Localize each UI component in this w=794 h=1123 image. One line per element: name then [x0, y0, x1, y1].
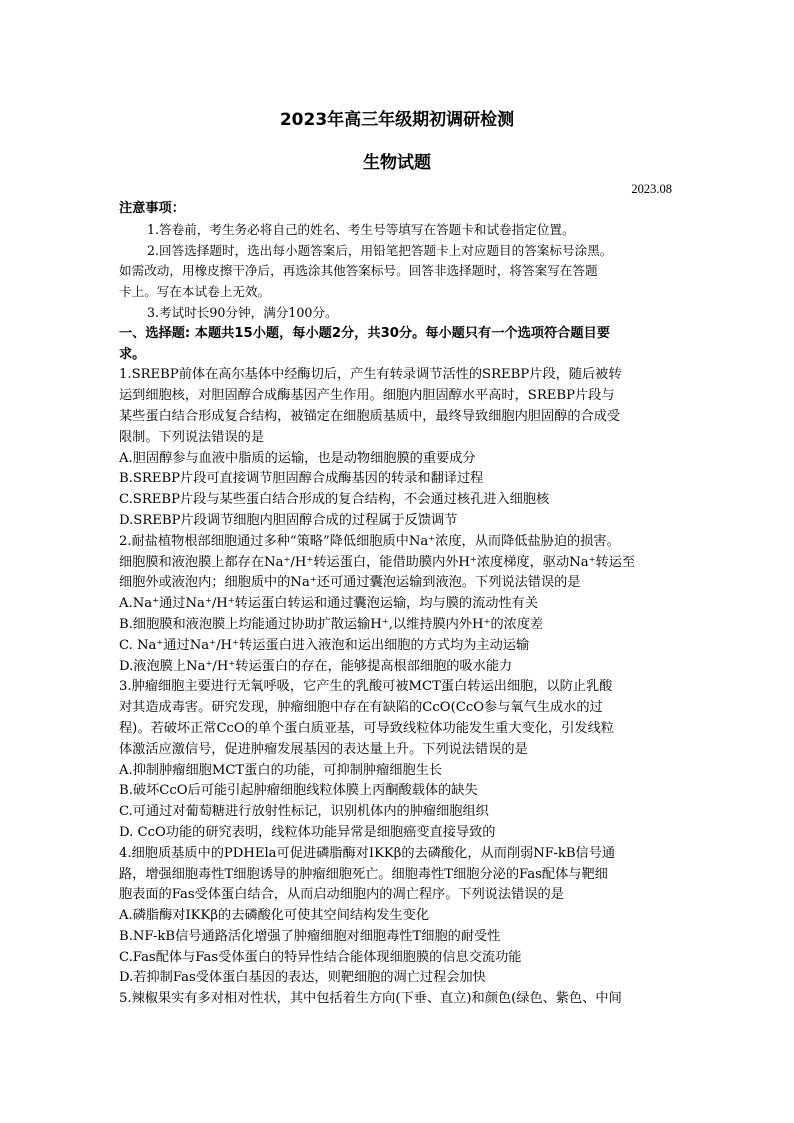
question-stem-line: 细胞外或液泡内；细胞质中的Na⁺还可通过囊泡运输到液泡。下列说法错误的是: [119, 575, 581, 591]
question-stem-line: 限制。下列说法错误的是: [119, 429, 265, 445]
exam-date: 2023.08: [631, 182, 672, 196]
option-b: B.SREBP片段可直接调节胆固醇合成酶基因的转录和翻译过程: [119, 471, 484, 487]
option-d: D.SREBP片段调节细胞内胆固醇合成的过程属于反馈调节: [119, 512, 458, 528]
option-b: B.破坏CcO后可能引起肿瘤细胞线粒体膜上丙酮酸载体的缺失: [119, 783, 478, 799]
option-a: A.抑制肿瘤细胞MCT蛋白的功能，可抑制肿瘤细胞生长: [119, 762, 443, 778]
question-5: [119, 989, 675, 1010]
notice-line: 如需改动，用橡皮擦干净后，再选涂其他答案标号。回答非选择题时，将答案写在答题: [119, 263, 598, 279]
option-d: D.若抑制Fas受体蛋白基因的表达，则靶细胞的凋亡过程会加快: [119, 970, 486, 986]
question-stem-line: 路，增强细胞毒性T细胞诱导的肿瘤细胞死亡。细胞毒性T细胞分泌的Fas配体与靶细: [119, 866, 608, 882]
question-1: [119, 365, 675, 531]
question-stem-line: 运到细胞核，对胆固醇合成酶基因产生作用。细胞内胆固醇水平高时，SREBP片段与: [119, 388, 615, 404]
option-c: C.Fas配体与Fas受体蛋白的特异性结合能体现细胞膜的信息交流功能: [119, 949, 522, 965]
notice-line: 1.答卷前，考生务必将自己的姓名、考生号等填写在答题卡和试卷指定位置。: [147, 221, 575, 237]
page-title: 2023年高三年级期初调研检测: [279, 110, 515, 130]
question-stem-line: 胞表面的Fas受体蛋白结合，从而启动细胞内的凋亡程序。下列说法错误的是: [119, 887, 564, 903]
option-c: C.可通过对葡萄糖进行放射性标记，识别机体内的肿瘤细胞组织: [119, 804, 489, 820]
option-a: A.磷脂酶对IKKβ的去磷酸化可使其空间结构发生变化: [119, 908, 430, 924]
option-a: A.胆固醇参与血液中脂质的运输，也是动物细胞膜的重要成分: [119, 450, 476, 466]
question-stem-line: 3.肿瘤细胞主要进行无氧呼吸，它产生的乳酸可被MCT蛋白转运出细胞，以防止乳酸: [119, 679, 613, 695]
question-4: [119, 844, 675, 990]
question-stem-line: 体激活应激信号，促进肿瘤发展基因的表达量上升。下列说法错误的是: [119, 741, 528, 757]
notice-line: 2.回答选择题时，选出每小题答案后，用铅笔把答题卡上对应题目的答案标号涂黑。: [147, 242, 613, 258]
option-a: A.Na⁺通过Na⁺/H⁺转运蛋白转运和通过囊泡运输，均与膜的流动性有关: [119, 596, 539, 612]
question-stem-line: 某些蛋白结合形成复合结构，被锚定在细胞质基质中，最终导致细胞内胆固醇的合成受: [119, 408, 621, 424]
notice-line: 3.考试时长90分钟，满分100分。: [147, 304, 338, 320]
option-b: B.NF-kB信号通路活化增强了肿瘤细胞对细胞毒性T细胞的耐受性: [119, 928, 501, 944]
question-stem-line: 1.SREBP前体在高尔基体中经酶切后，产生有转录调节活性的SREBP片段，随后被转: [119, 367, 622, 383]
option-b: B.细胞膜和液泡膜上均能通过协助扩散运输H⁺,以维持膜内外H⁺的浓度差: [119, 616, 544, 632]
question-2: [119, 532, 675, 678]
question-stem-line: 5.辣椒果实有多对相对性状，其中包括着生方向(下垂、直立)和颜色(绿色、紫色、中间: [119, 991, 622, 1007]
exam-content: [119, 199, 675, 1010]
question-3: [119, 677, 675, 843]
page-subtitle: 生物试题: [363, 153, 431, 173]
option-d: D. CcO功能的研究表明，线粒体功能异常是细胞癌变直接导致的: [119, 824, 496, 840]
section-heading: 求。: [119, 346, 146, 362]
notice-heading: 注意事项：: [119, 201, 185, 216]
question-stem-line: 2.耐盐植物根部细胞通过多种“策略”降低细胞质中Na⁺浓度，从而降低盐胁迫的损害。: [119, 533, 620, 549]
question-stem-line: 程)。若破坏正常CcO的单个蛋白质亚基，可导致线粒体功能发生重大变化，引发线粒: [119, 720, 614, 736]
option-d: D.液泡膜上Na⁺/H⁺转运蛋白的存在，能够提高根部细胞的吸水能力: [119, 658, 513, 674]
option-c: C.SREBP片段与某些蛋白结合形成的复合结构，不会通过核孔进入细胞核: [119, 492, 550, 508]
option-c: C. Na⁺通过Na⁺/H⁺转运蛋白进入液泡和运出细胞的方式均为主动运输: [119, 637, 530, 653]
question-stem-line: 细胞膜和液泡膜上都存在Na⁺/H⁺转运蛋白，能借助膜内外H⁺浓度梯度，驱动Na⁺转运至: [119, 554, 636, 570]
section-heading: 一、选择题: 本题共15小题，每小题2分，共30分。每小题只有一个选项符合题目要: [119, 325, 610, 341]
question-stem-line: 对其造成毒害。研究发现，肿瘤细胞中存在有缺陷的CcO(CcO参与氧气生成水的过: [119, 700, 603, 716]
question-stem-line: 4.细胞质基质中的PDHEla可促进磷脂酶对IKKβ的去磷酸化，从而削弱NF-kB信号通: [119, 845, 616, 861]
notice-line: 卡上。写在本试卷上无效。: [119, 284, 271, 300]
